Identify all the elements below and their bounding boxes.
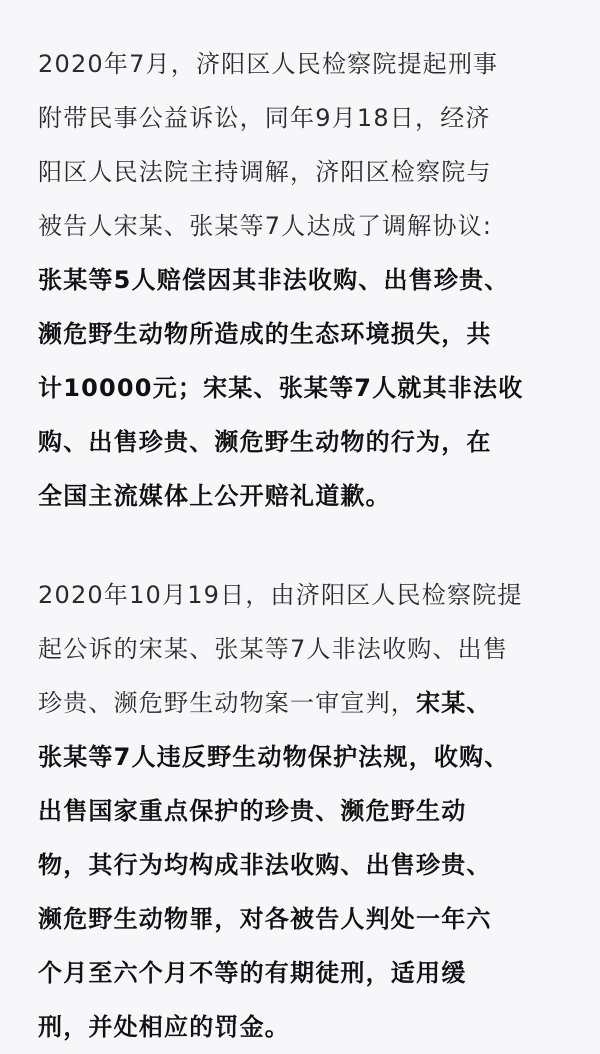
text-line: [38, 568, 566, 622]
bold-text-run: 出售国家重点保护的珍贵、濒危野生动: [38, 797, 467, 825]
bold-text-run: 宋某、: [416, 689, 492, 717]
text-run: 附带民事公益诉讼，同年9月18日，经济: [38, 104, 491, 132]
bold-text-run: 全国主流媒体上公开赔礼道歉。: [38, 482, 391, 510]
paragraph-2: [38, 568, 566, 1054]
bold-text-run: 刑，并处相应的罚金。: [38, 1013, 290, 1041]
text-line: [38, 784, 566, 838]
bold-text-run: 购、出售珍贵、濒危野生动物的行为，在: [38, 428, 492, 456]
bold-text-run: 濒危野生动物罪，对各被告人判处一年六: [38, 905, 492, 933]
text-run: 被告人宋某、张某等7人达成了调解协议:: [38, 212, 493, 240]
text-line: [38, 1000, 566, 1054]
text-line: [38, 469, 566, 523]
text-line: [38, 676, 566, 730]
text-line: [38, 253, 566, 307]
text-run: 2020年10月19日，由济阳区人民检察院提: [38, 581, 523, 609]
text-line: [38, 37, 566, 91]
text-line: [38, 91, 566, 145]
bold-text-run: 个月至六个月不等的有期徒刑，适用缓: [38, 959, 467, 987]
text-run: 起公诉的宋某、张某等7人非法收购、出售: [38, 635, 509, 663]
text-run: 2020年7月，济阳区人民检察院提起刑事: [38, 50, 499, 78]
text-run: 珍贵、濒危野生动物案一审宣判，: [38, 689, 416, 717]
text-line: [38, 946, 566, 1000]
text-run: 阳区人民法院主持调解，济阳区检察院与: [38, 158, 492, 186]
bold-text-run: 张某等7人违反野生动物保护法规，收购、: [38, 743, 510, 771]
text-line: [38, 199, 566, 253]
text-line: [38, 415, 566, 469]
bold-text-run: 濒危野生动物所造成的生态环境损失，共: [38, 320, 492, 348]
paragraph-1: [38, 37, 566, 523]
text-line: [38, 145, 566, 199]
bold-text-run: 物，其行为均构成非法收购、出售珍贵、: [38, 851, 492, 879]
text-line: [38, 622, 566, 676]
text-line: [38, 307, 566, 361]
text-line: [38, 361, 566, 415]
text-line: [38, 838, 566, 892]
article-body: [38, 37, 566, 1054]
text-line: [38, 730, 566, 784]
bold-text-run: 计10000元；宋某、张某等7人就其非法收: [38, 374, 524, 402]
text-line: [38, 892, 566, 946]
bold-text-run: 张某等5人赔偿因其非法收购、出售珍贵、: [38, 266, 510, 294]
paragraph-spacer: [38, 523, 566, 568]
